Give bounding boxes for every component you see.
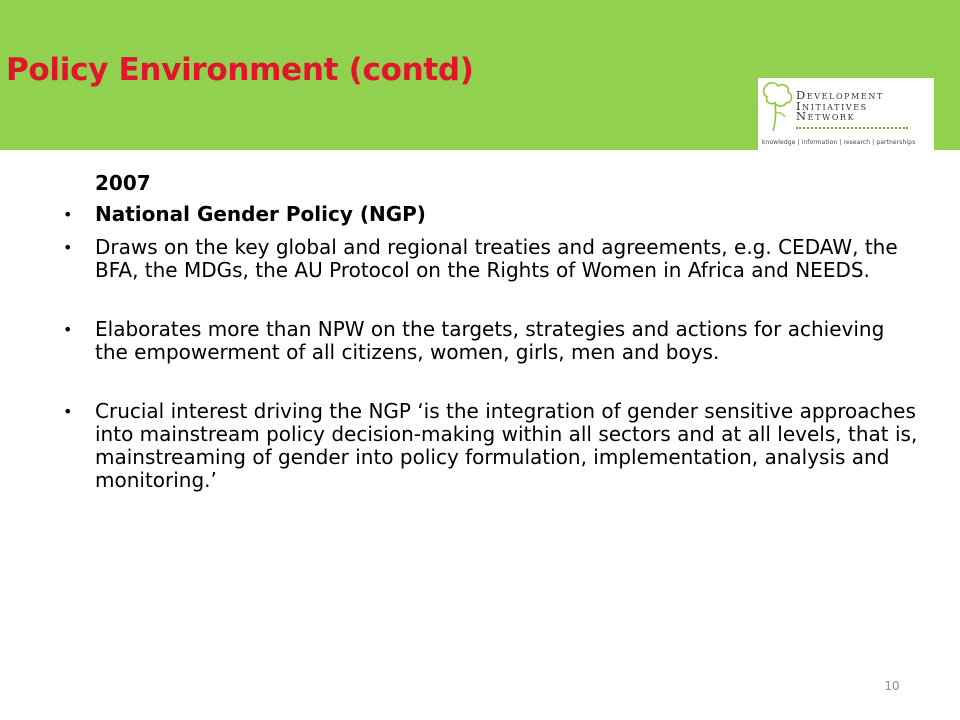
bullet-text: Elaborates more than NPW on the targets, strategies and actions for achieving the empowerment of all citizens, women, girls, men and boys. [95, 317, 885, 364]
development-initiatives-network-logo [758, 78, 934, 150]
page-number: 10 [884, 679, 900, 693]
logo-tagline: knowledge | information | research | partnerships [762, 139, 916, 146]
year-heading: 2007 [95, 171, 151, 195]
bullet-text: Draws on the key global and regional treaties and agreements, e.g. CEDAW, the BFA, the MDGs, the AU Protocol on the Rights of Women in Africa and NEEDS. [95, 235, 898, 282]
bullet-item [60, 236, 920, 282]
bullet-dot-icon: • [63, 205, 73, 224]
logo-wordmark [796, 90, 884, 122]
tree-leaf-icon [761, 81, 797, 133]
slide-body [60, 172, 920, 502]
bullet-dot-icon: • [63, 320, 73, 339]
logo-line-2: Initiatives [796, 98, 868, 113]
bullet-text: National Gender Policy (NGP) [95, 202, 426, 226]
bullet-dot-icon: • [63, 238, 73, 257]
logo-dotted-rule [796, 127, 908, 129]
bullet-item [60, 318, 920, 364]
logo-line-3: Network [796, 109, 856, 123]
logo-line-1: Development [796, 88, 884, 102]
bullet-item [60, 203, 920, 226]
slide-title: Policy Environment (contd) [6, 52, 474, 88]
bullet-text: Crucial interest driving the NGP ‘is the integration of gender sensitive approaches into mainstream policy decision-making within all sectors and at all levels, that is, mainstreaming of gender into policy formulation, implementation, analysis and monitoring.’ [95, 399, 918, 492]
bullet-dot-icon: • [63, 402, 73, 421]
bullet-item [60, 400, 920, 492]
